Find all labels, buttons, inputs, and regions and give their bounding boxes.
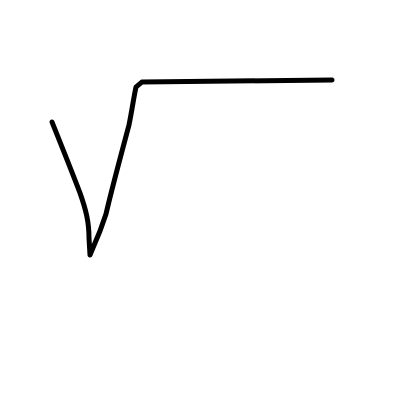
radical-stroke bbox=[52, 80, 332, 255]
